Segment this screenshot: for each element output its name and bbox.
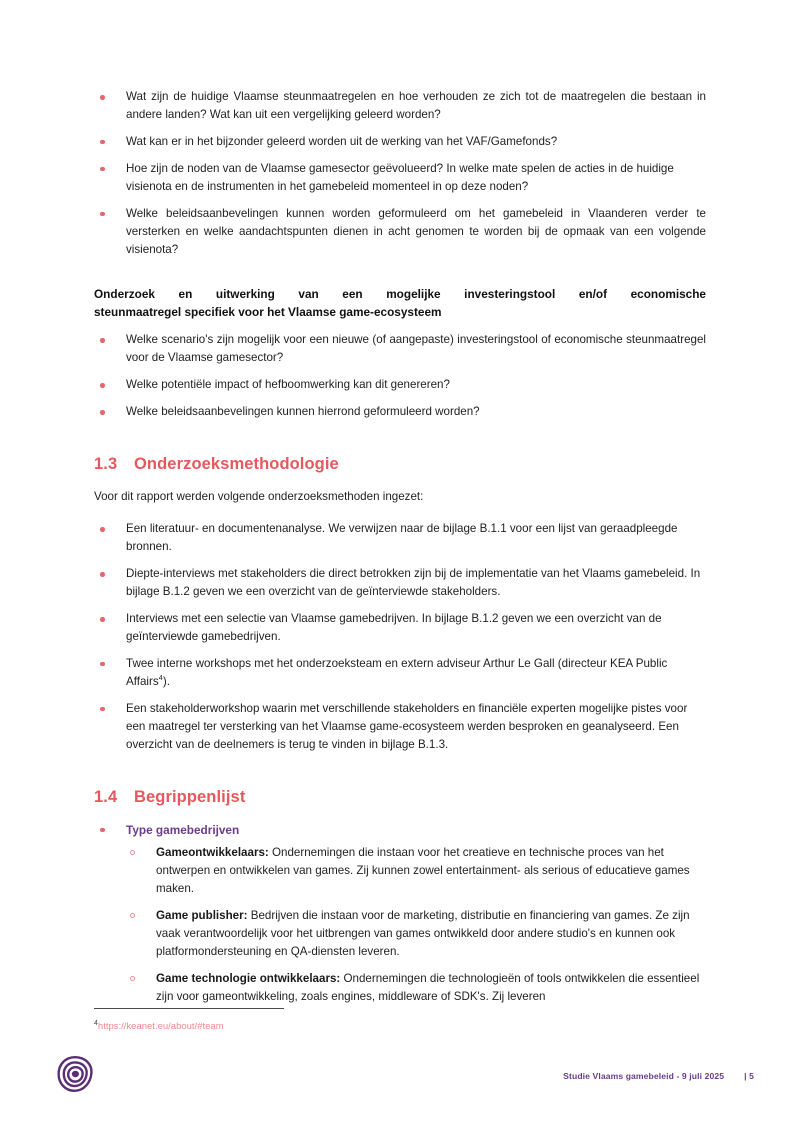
footer-title: Studie Vlaams gamebeleid - 9 juli 2025 — [563, 1071, 725, 1081]
list-item: Een literatuur- en documentenanalyse. We verwijzen naar de bijlage B.1.1 voor een lijst van geraadpleegde bronnen. — [94, 520, 706, 556]
section-number: 1.3 — [94, 455, 118, 474]
glossary-list — [94, 821, 706, 1006]
glossary-category — [94, 821, 706, 1006]
logo-center-dot — [72, 1071, 79, 1077]
footer-metadata — [563, 1071, 754, 1081]
investment-tool-heading — [94, 285, 706, 322]
list-item: Een stakeholderworkshop waarin met verschillende stakeholders en financiële experten mogelijke pistes voor een maatregel ter versterking van het Vlaamse game-ecosysteem werden besproken en geanalyseerd. Een overzicht van de deelnemers is terug te vinden in bijlage B.1.3. — [94, 700, 706, 754]
footnote-reference[interactable]: 4 — [158, 673, 163, 683]
glossary-definition: Ondernemingen die instaan voor het creatieve en technische proces van het ontwerpen en ontwikkelen van games. Zij kunnen zowel entertainment- als serious of educatieve games maken. — [156, 845, 690, 895]
methodology-list — [94, 520, 706, 754]
glossary-term: Game publisher: — [156, 908, 248, 922]
section-title: Onderzoeksmethodologie — [134, 455, 339, 474]
glossary-term: Game technologie ontwikkelaars: — [156, 971, 341, 985]
list-item: Hoe zijn de noden van de Vlaamse gamesector geëvolueerd? In welke mate spelen de acties in de huidige visienota en de instrumenten in het gamebeleid momenteel in op deze noden? — [94, 160, 706, 196]
organization-logo — [55, 1054, 95, 1094]
heading-line-1: Onderzoek en uitwerking van een mogelijke investeringstool en/of economische — [94, 286, 706, 301]
footnote-entry — [94, 1019, 706, 1034]
footnote-area — [94, 1008, 706, 1034]
glossary-category-label: Type gamebedrijven — [126, 822, 240, 837]
section-number: 1.4 — [94, 787, 118, 806]
heading-line-2: steunmaatregel specifiek voor het Vlaamse game-ecosysteem — [94, 305, 442, 320]
glossary-definition: Ondernemingen die technologieën of tools ontwikkelen die essentieel zijn voor gameontwikkeling, zoals engines, middleware of SDK's. Zij leveren — [156, 971, 700, 1003]
list-item: Interviews met een selectie van Vlaamse gamebedrijven. In bijlage B.1.2 geven we een overzicht van de geïnterviewde gamebedrijven. — [94, 610, 706, 646]
section-title: Begrippenlijst — [134, 787, 246, 806]
investment-questions-list — [94, 331, 706, 421]
footnote-link[interactable]: https://keanet.eu/about/#team — [97, 1021, 224, 1033]
list-item: Welke potentiële impact of hefboomwerking kan dit genereren? — [94, 376, 706, 394]
page-content — [94, 88, 706, 1015]
logo-spiral-icon — [55, 1054, 95, 1094]
section-heading-1-4 — [94, 788, 706, 807]
footnote-marker: 4 — [94, 1020, 98, 1027]
glossary-entries — [126, 844, 706, 1006]
methodology-intro: Voor dit rapport werden volgende onderzoeksmethoden ingezet: — [94, 490, 424, 504]
list-item: Welke scenario's zijn mogelijk voor een nieuwe (of aangepaste) investeringstool of economische steunmaatregel voor de Vlaamse gamesector? — [94, 331, 706, 367]
footnote-separator — [94, 1008, 284, 1009]
workshop-text-tail: ). — [162, 674, 170, 688]
list-item: Welke beleidsaanbevelingen kunnen worden geformuleerd om het gamebeleid in Vlaanderen verder te versterken en welke aandachtspunten dienen in acht genomen te worden bij de opmaak van een volgende visienota? — [94, 205, 706, 259]
glossary-definition: Bedrijven die instaan voor de marketing, distributie en financiering van games. Ze zijn vaak verantwoordelijk voor het uitbrengen van games ontwikkeld door andere studio's en kunnen ook platformondersteuning en QA-diensten leveren. — [156, 908, 690, 958]
glossary-term: Gameontwikkelaars: — [156, 845, 269, 859]
list-item-with-footnote — [94, 655, 706, 691]
section-heading-1-3 — [94, 455, 706, 474]
list-item — [126, 844, 706, 898]
workshop-text: Twee interne workshops met het onderzoeksteam en extern adviseur Arthur Le Gall (directeur KEA Public Affairs — [126, 656, 668, 688]
page-footer — [0, 1052, 800, 1112]
research-questions-list — [94, 88, 706, 259]
list-item: Welke beleidsaanbevelingen kunnen hierrond geformuleerd worden? — [94, 403, 706, 421]
list-item: Wat kan er in het bijzonder geleerd worden uit de werking van het VAF/Gamefonds? — [94, 133, 706, 151]
page-number: | 5 — [744, 1071, 754, 1081]
list-item: Wat zijn de huidige Vlaamse steunmaatregelen en hoe verhouden ze zich tot de maatregelen die bestaan in andere landen? Wat kan uit een vergelijking geleerd worden? — [94, 88, 706, 124]
list-item — [126, 907, 706, 961]
list-item: Diepte-interviews met stakeholders die direct betrokken zijn bij de implementatie van het Vlaams gamebeleid. In bijlage B.1.2 geven we een overzicht van de geïnterviewde stakeholders. — [94, 565, 706, 601]
list-item — [126, 970, 706, 1006]
